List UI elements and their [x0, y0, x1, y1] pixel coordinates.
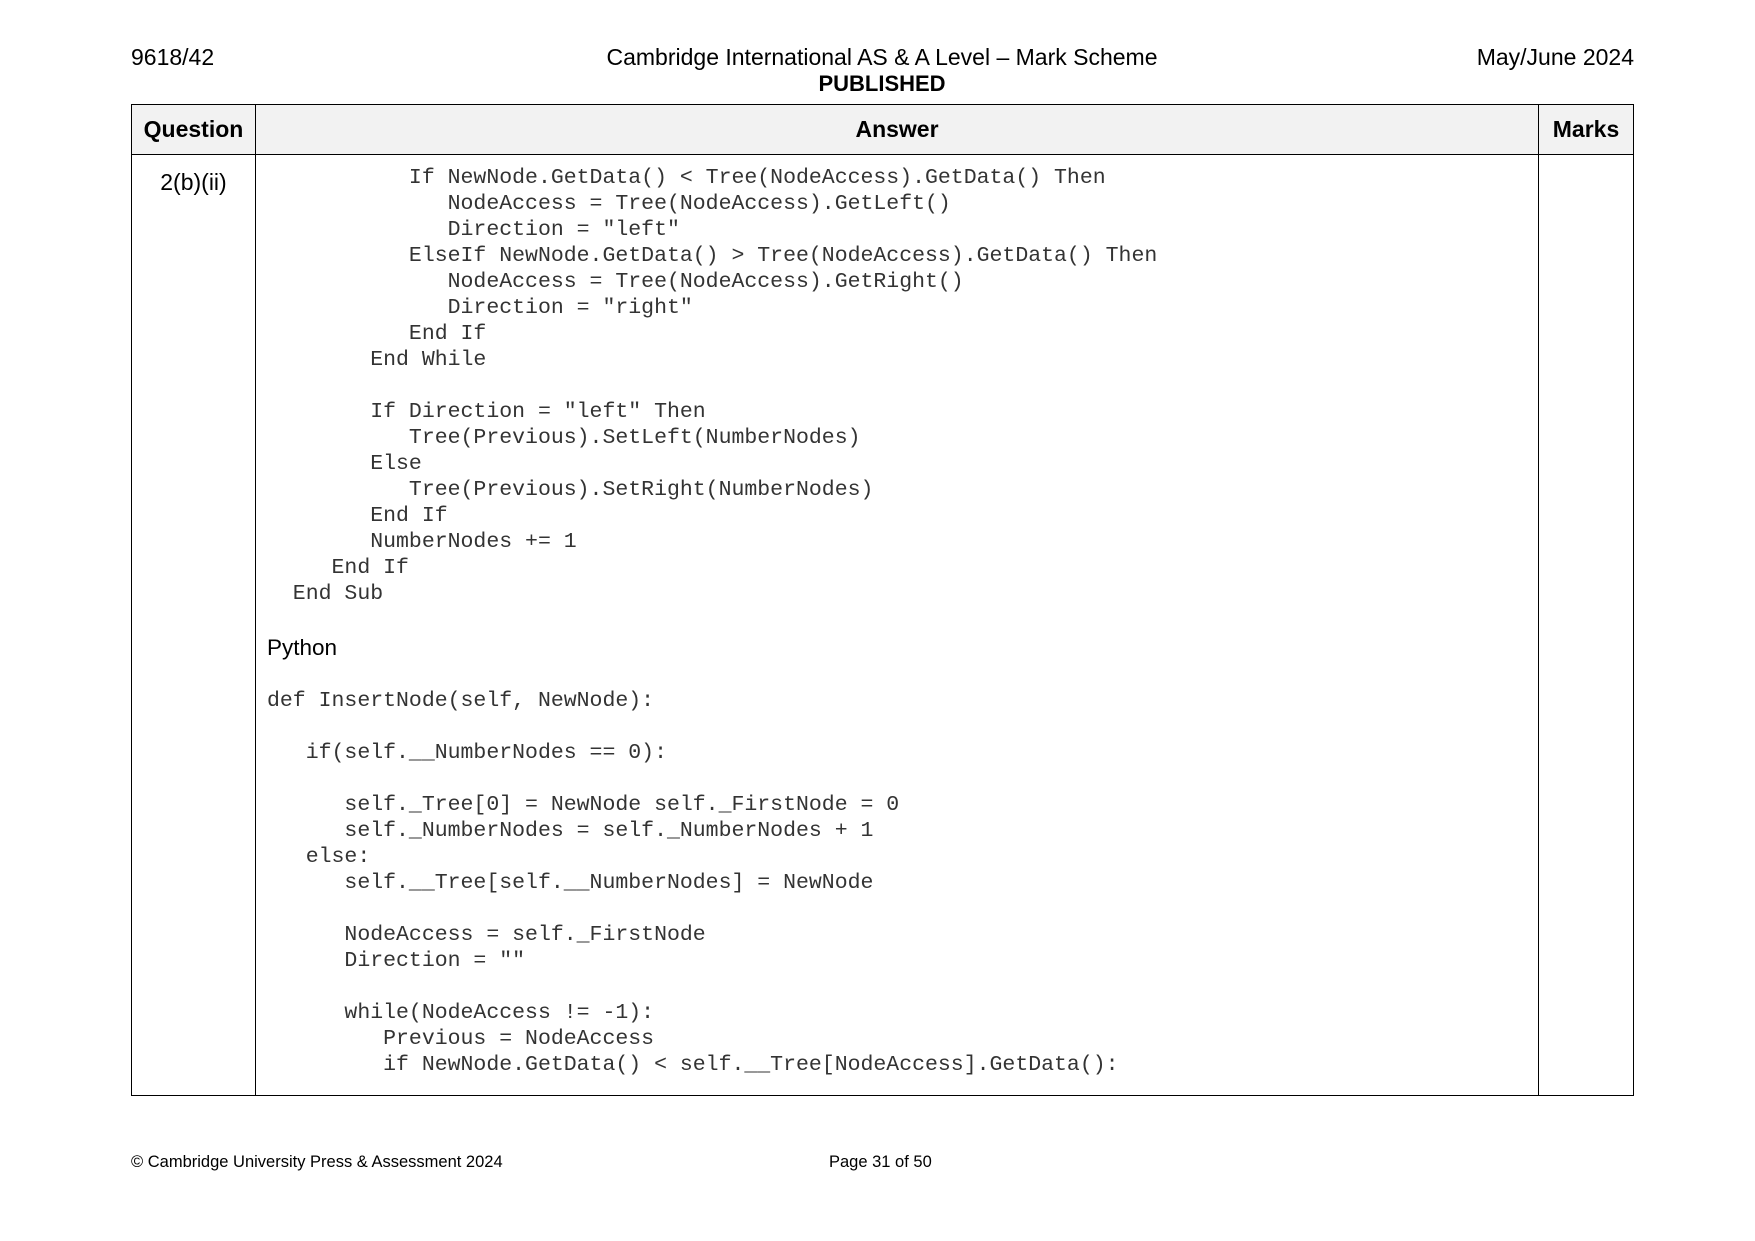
question-column-header: Question [132, 105, 256, 155]
exam-session: May/June 2024 [1476, 44, 1634, 70]
table-row [132, 155, 1634, 1096]
paper-code: 9618/42 [131, 44, 215, 70]
mark-scheme-table [131, 104, 1634, 1096]
answer-column-header: Answer [256, 105, 1539, 155]
published-label: PUBLISHED [818, 71, 946, 96]
copyright-notice: © Cambridge University Press & Assessment 2024 [131, 1153, 503, 1171]
vb-code-block: If NewNode.GetData() < Tree(NodeAccess).GetData() Then NodeAccess = Tree(NodeAccess).GetLeft() Direction = "left" ElseIf NewNode.GetData() > Tree(NodeAccess).GetData() Then NodeAccess = Tree(NodeAccess).GetRight() Direction = "right" End If End While If Direction = "left" Then Tree(Previous).SetLeft(NumberNodes) Else Tree(Previous).SetRight(NumberNodes) End If NumberNodes += 1 End If End Sub [292, 166, 1158, 606]
document-title: Cambridge International AS & A Level – Mark Scheme [606, 44, 1158, 70]
answer-cell [256, 155, 1539, 1096]
python-heading: Python [267, 635, 338, 660]
page-number: Page 31 of 50 [829, 1153, 932, 1171]
table-header-row [132, 105, 1634, 155]
question-number: 2(b)(ii) [132, 155, 256, 1096]
marks-column-header: Marks [1539, 105, 1634, 155]
marks-cell [1539, 155, 1634, 1096]
python-code-block: def InsertNode(self, NewNode): if(self.__NumberNodes == 0): self._Tree[0] = NewNode self._FirstNode = 0 self._NumberNodes = self._NumberNodes + 1 else: self.__Tree[self.__NumberNodes] = NewNode NodeAccess = self._FirstNode Direction = "" while(NodeAccess != -1): Previous = NodeAccess if NewNode.GetData() < self.__Tree[NodeAccess].GetData(): [267, 689, 1119, 1077]
